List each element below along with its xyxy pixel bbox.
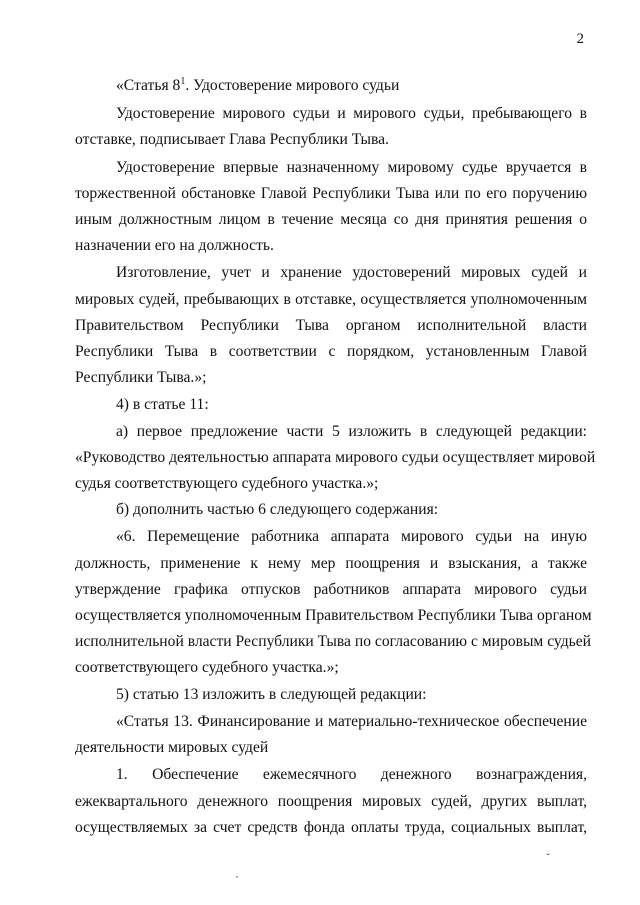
text-line: мировых судей, пребывающих в отставке, осуществляется уполномоченным xyxy=(75,291,587,308)
text-line: ежеквартального денежного поощрения мировых судей, других выплат, xyxy=(75,793,587,810)
text-line: должность, применение к нему мер поощрения и взыскания, а также xyxy=(75,555,587,572)
text-line: Правительством Республики Тыва органом исполнительной власти xyxy=(75,317,587,334)
article-title-text: . Удостоверение мирового судьи xyxy=(185,77,400,94)
text-line: «Руководство деятельностью аппарата мирового судьи осуществляет мировой xyxy=(75,449,596,466)
text-line: б) дополнить частью 6 следующего содержания: xyxy=(116,501,439,518)
page-number: 2 xyxy=(576,31,584,47)
text-line: исполнительной власти Республики Тыва по согласованию с мировым судьей xyxy=(75,633,592,650)
text-line: назначении его на должность. xyxy=(75,237,274,254)
text-line: осуществляемых за счет средств фонда оплаты труда, социальных выплат, xyxy=(75,819,587,836)
list-item: 5) статью 13 изложить в следующей редакции: xyxy=(116,686,427,703)
text-line: Изготовление, учет и хранение удостоверений мировых судей и xyxy=(116,264,587,281)
text-line: Республики Тыва.»; xyxy=(75,369,207,386)
article-number-superscript: 1 xyxy=(180,75,186,87)
article-13-title: «Статья 13. Финансирование и материально-техническое обеспечение xyxy=(116,713,587,730)
article-8-1-title xyxy=(116,76,587,96)
text-line: осуществляется уполномоченным Правительством Республики Тыва органом xyxy=(75,607,592,624)
text-line: «6. Перемещение работника аппарата мирового судьи на иную xyxy=(116,528,587,545)
text-line: судья соответствующего судебного участка.»; xyxy=(75,475,379,492)
text-line: торжественной обстановке Главой Республики Тыва или по его поручению xyxy=(75,185,587,202)
article-title-text: «Статья 8 xyxy=(116,77,181,94)
list-item: 4) в статье 11: xyxy=(116,396,209,413)
text-line: соответствующего судебного участка.»; xyxy=(75,659,339,676)
text-line: а) первое предложение части 5 изложить в следующей редакции: xyxy=(116,423,587,440)
text-line: иным должностным лицом в течение месяца со дня принятия решения о xyxy=(75,211,587,228)
text-line: отставке, подписывает Глава Республики Тыва. xyxy=(75,131,389,148)
text-line: утверждение графика отпусков работников аппарата мирового судьи xyxy=(75,581,587,598)
text-line: 1. Обеспечение ежемесячного денежного вознаграждения, xyxy=(116,766,587,783)
text-line: Удостоверение мирового судьи и мирового судьи, пребывающего в xyxy=(116,105,587,122)
text-line: Республики Тыва в соответствии с порядком, установленным Главой xyxy=(75,343,587,360)
text-line: Удостоверение впервые назначенному мировому судье вручается в xyxy=(116,159,587,176)
corner-mark: ˇ xyxy=(546,852,550,864)
scan-artifact-dot xyxy=(236,876,238,878)
article-13-title-continued: деятельности мировых судей xyxy=(75,739,269,756)
